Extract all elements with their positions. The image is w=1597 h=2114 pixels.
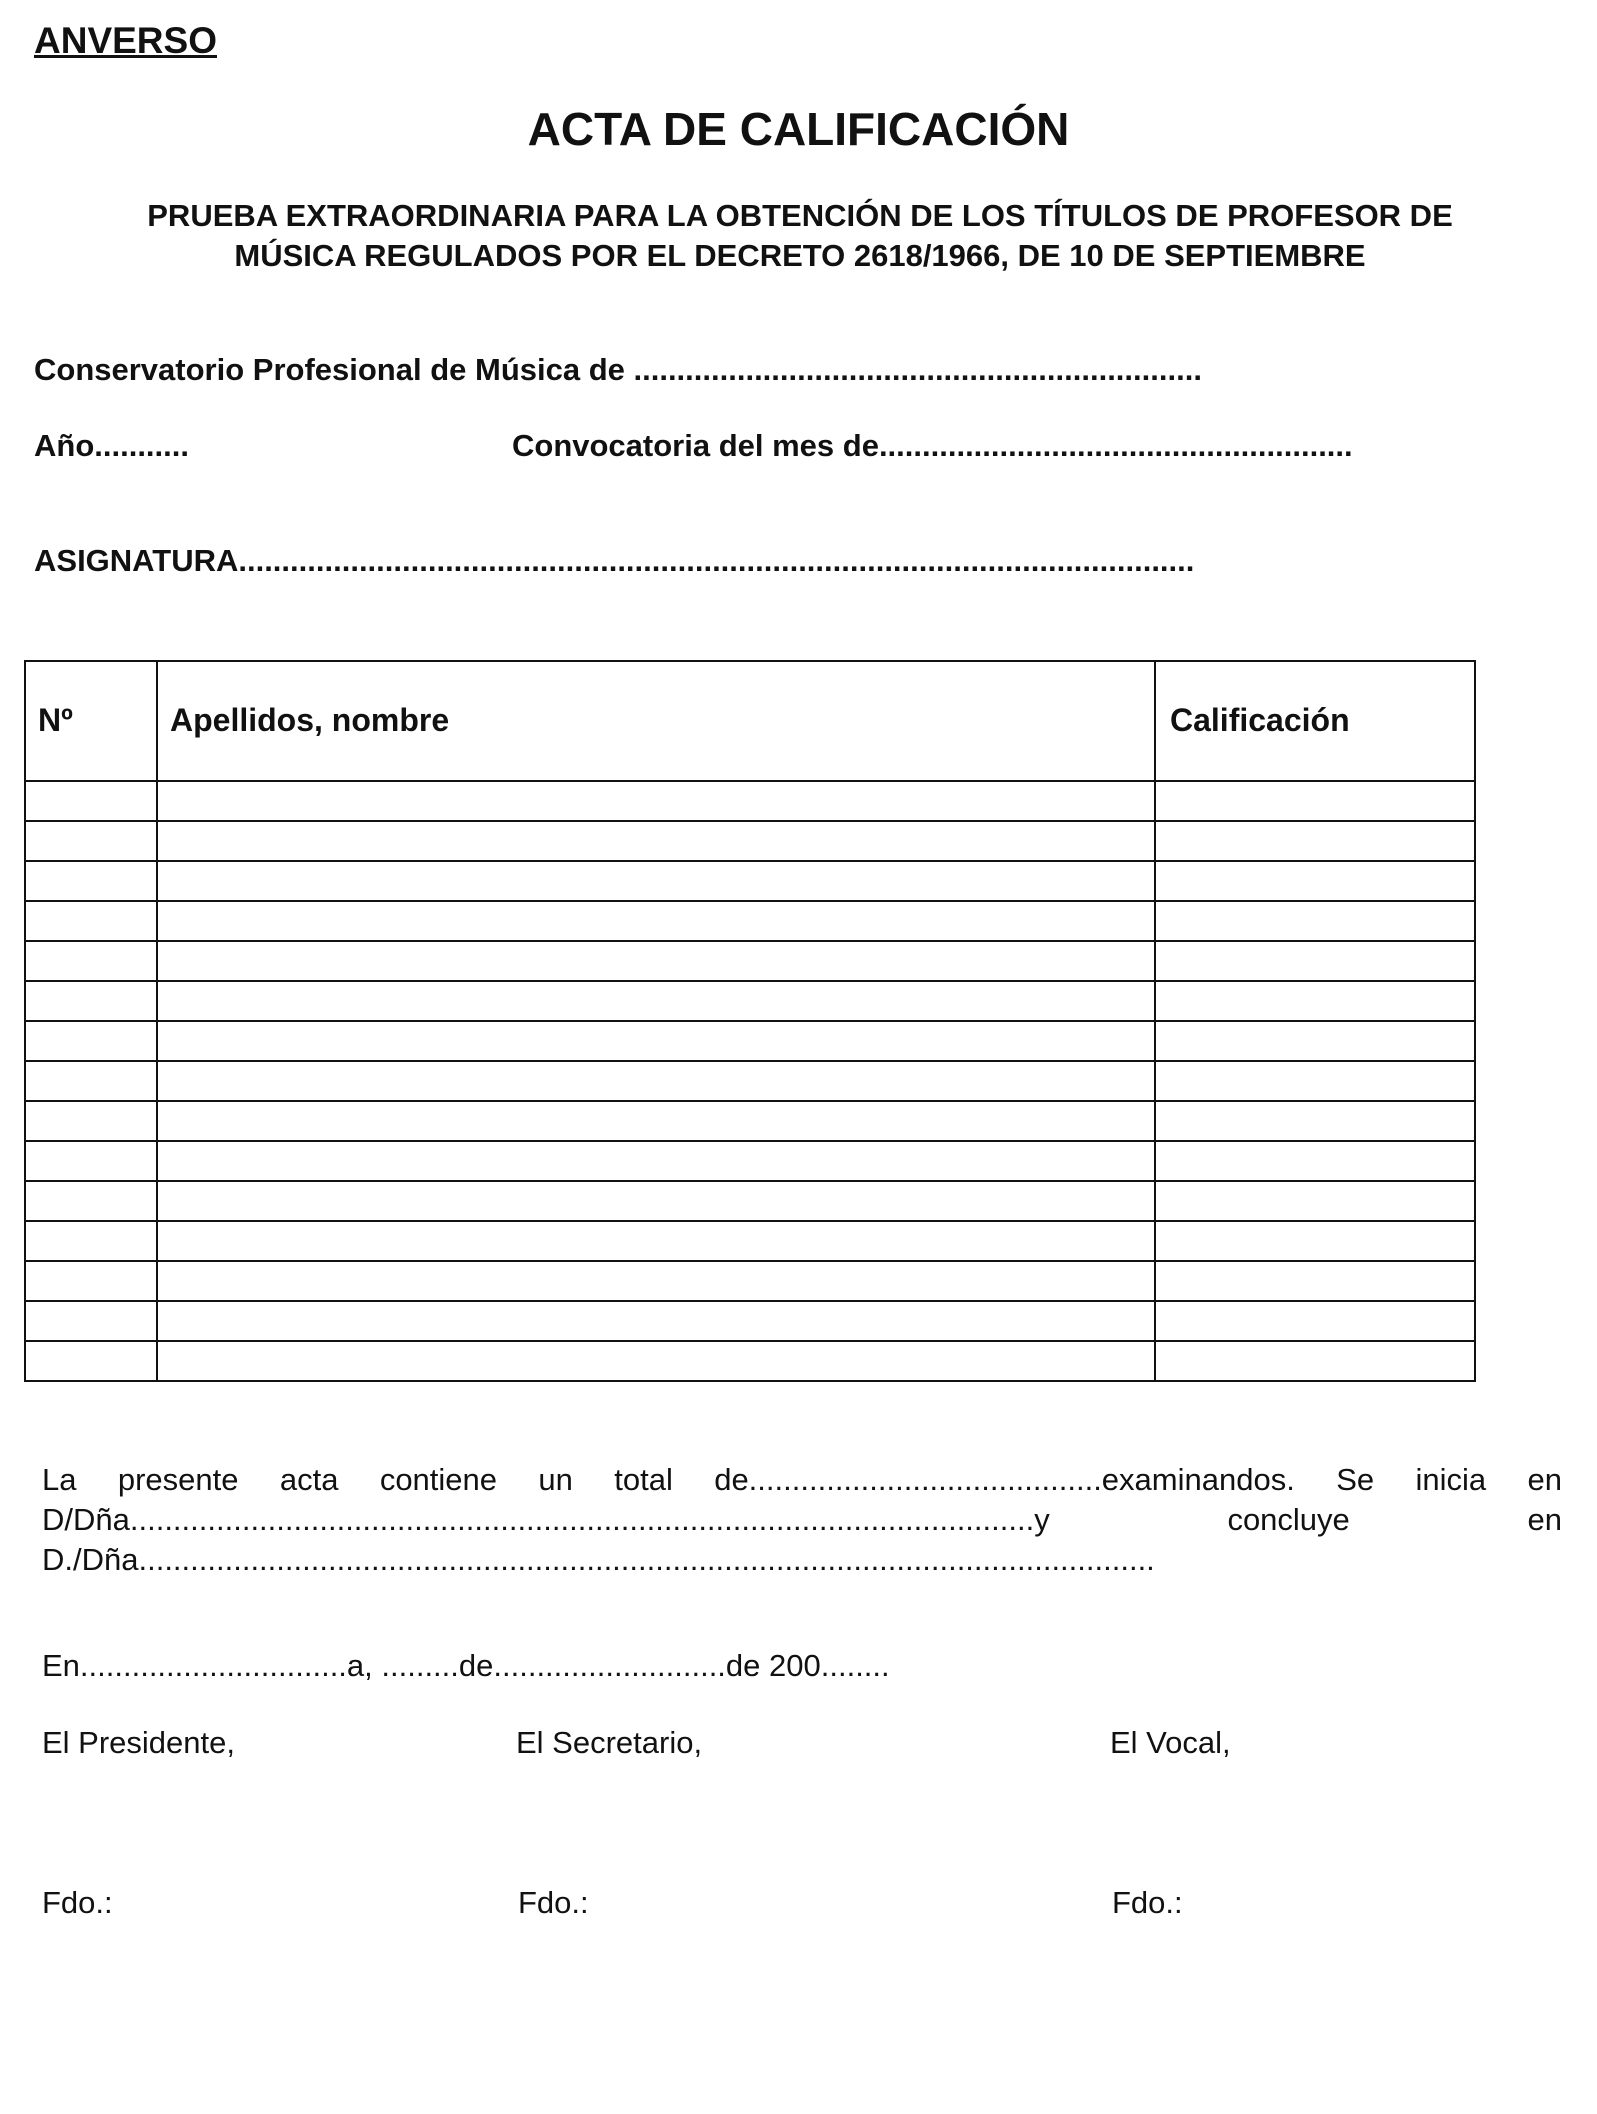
document-subtitle (60, 196, 1540, 276)
table-row[interactable] (26, 1340, 1474, 1342)
paragraph-word: La (42, 1462, 77, 1497)
table-row[interactable] (26, 1140, 1474, 1142)
table-row[interactable] (26, 860, 1474, 862)
table-row[interactable] (26, 780, 1474, 782)
signature-role-president: El Presidente, (42, 1725, 235, 1760)
table-row[interactable] (26, 1060, 1474, 1062)
anio-field[interactable]: Año........... (34, 428, 189, 463)
paragraph-word: concluye (1227, 1502, 1350, 1537)
signature-role-secretary: El Secretario, (516, 1725, 703, 1760)
table-row[interactable] (26, 1220, 1474, 1222)
document-title: ACTA DE CALIFICACIÓN (527, 103, 1070, 155)
subtitle-line-1: PRUEBA EXTRAORDINARIA PARA LA OBTENCIÓN DE LOS TÍTULOS DE PROFESOR DE (147, 198, 1453, 233)
table-row[interactable] (26, 900, 1474, 902)
paragraph-word: presente (117, 1462, 239, 1497)
paragraph-word: un (538, 1462, 573, 1497)
table-row[interactable] (26, 1020, 1474, 1022)
paragraph-line-3: D./Dña...................................................................................................................... (42, 1542, 1155, 1577)
table-row[interactable] (26, 940, 1474, 942)
paragraph-word: contiene (379, 1462, 498, 1497)
paragraph-line-1 (42, 1460, 1562, 1500)
convocatoria-field[interactable]: Convocatoria del mes de....................................................... (512, 428, 1353, 463)
paragraph-word: en (1527, 1462, 1562, 1497)
signature-fdo-vocal[interactable]: Fdo.: (1112, 1885, 1183, 1920)
paragraph-word: D/Dña.........................................................................................................y (42, 1502, 1050, 1537)
paragraph-line-2 (42, 1500, 1562, 1540)
table-row[interactable] (26, 820, 1474, 822)
paragraph-word: en (1527, 1502, 1562, 1537)
table-row[interactable] (26, 1180, 1474, 1182)
paragraph-word: total (614, 1462, 673, 1497)
table-row[interactable] (26, 1260, 1474, 1262)
header-number: Nº (38, 702, 73, 738)
signature-role-vocal: El Vocal, (1110, 1725, 1231, 1760)
table-row[interactable] (26, 980, 1474, 982)
total-examinees-paragraph (42, 1460, 1562, 1580)
signature-fdo-president[interactable]: Fdo.: (42, 1885, 113, 1920)
grades-table (24, 660, 1476, 1382)
date-place-line[interactable]: En...............................a, .........de...........................de 200........ (42, 1648, 890, 1683)
paragraph-word: de.........................................examinandos. (714, 1462, 1295, 1497)
paragraph-word: Se (1336, 1462, 1375, 1497)
header-name: Apellidos, nombre (170, 702, 450, 738)
paragraph-word: acta (279, 1462, 339, 1497)
header-grade: Calificación (1170, 702, 1350, 738)
asignatura-field[interactable]: ASIGNATURA............................................................................................................... (34, 543, 1195, 578)
subtitle-line-2: MÚSICA REGULADOS POR EL DECRETO 2618/1966, DE 10 DE SEPTIEMBRE (234, 238, 1366, 273)
table-row[interactable] (26, 1300, 1474, 1302)
side-label: ANVERSO (34, 20, 217, 61)
paragraph-word: inicia (1415, 1462, 1487, 1497)
conservatorio-field[interactable]: Conservatorio Profesional de Música de .................................................................. (34, 352, 1202, 387)
table-row[interactable] (26, 1100, 1474, 1102)
signature-fdo-secretary[interactable]: Fdo.: (518, 1885, 589, 1920)
